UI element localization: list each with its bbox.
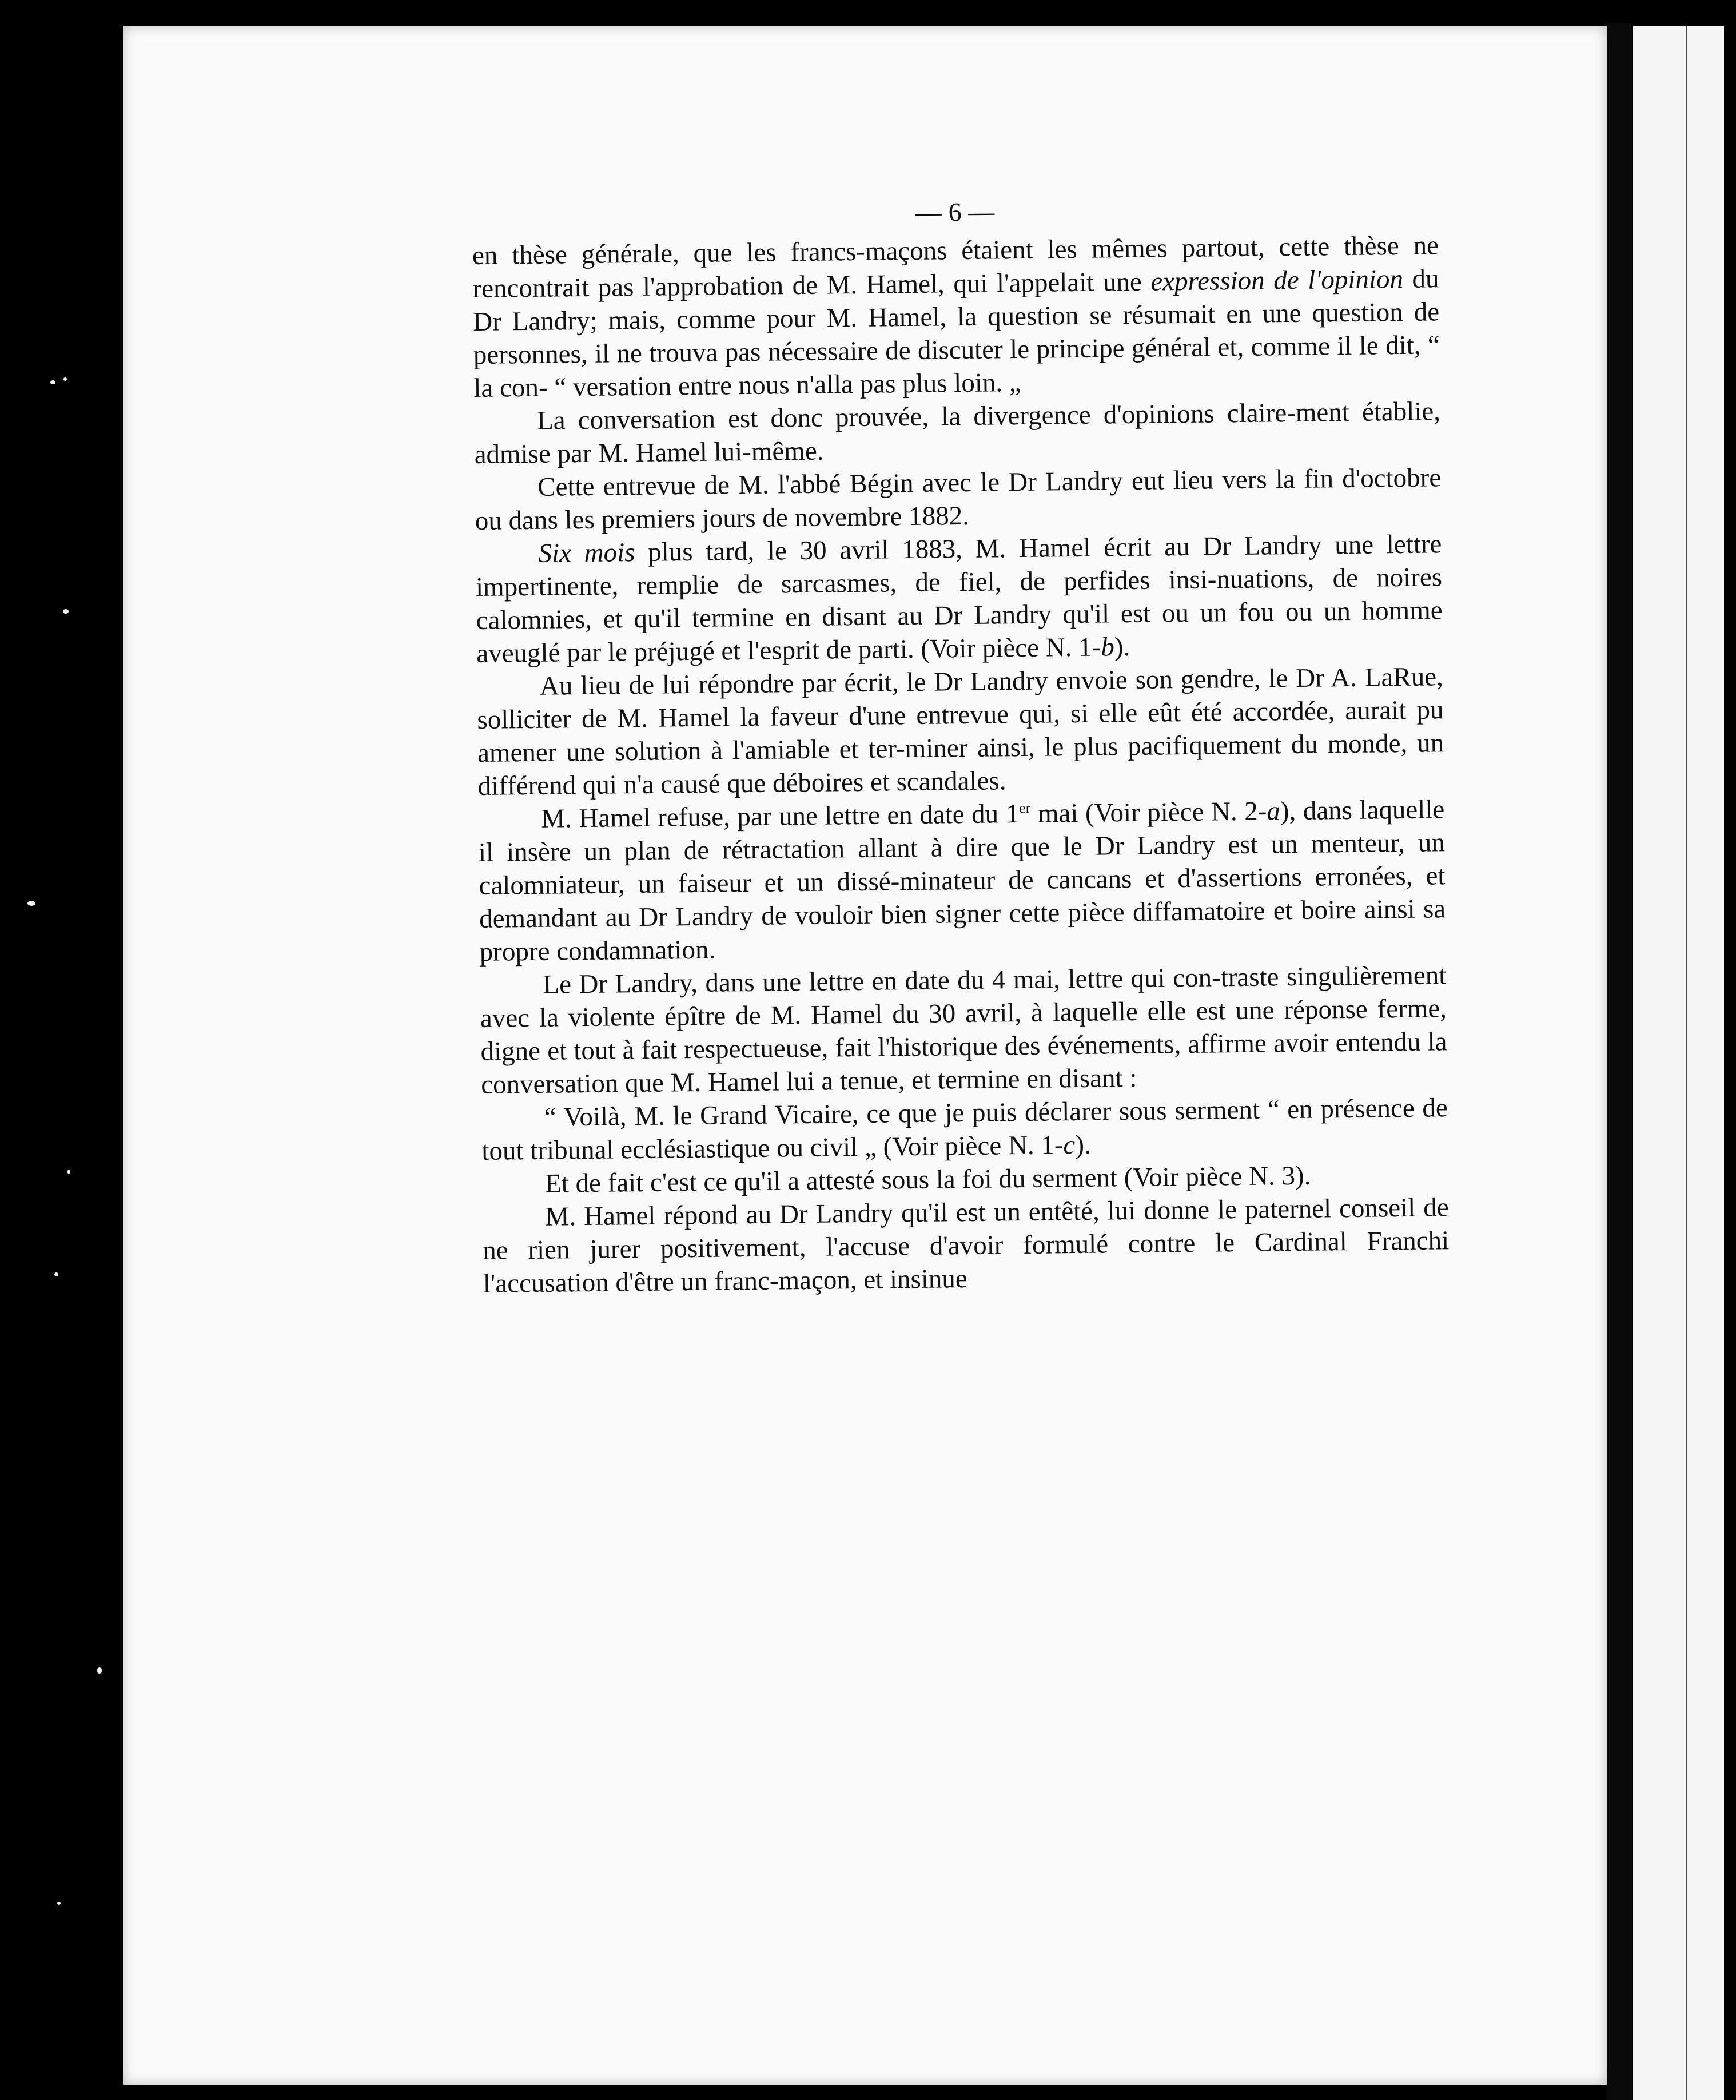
paragraph-p2	[474, 395, 1441, 471]
paragraph-p10	[482, 1191, 1450, 1300]
text-run: er	[1018, 800, 1031, 817]
text-run: M. Hamel refuse, par une lettre en date du 1	[541, 799, 1020, 834]
scan-speck	[27, 901, 35, 906]
scan-speck	[63, 609, 69, 614]
text-run: “ Voilà, M. le Grand Vicaire, ce que je puis déclarer sous serment “ en présence de tout tribunal ecclésiastique ou civil „ (Voir pièce N. 1-	[481, 1093, 1448, 1166]
text-run: Et de fait c'est ce qu'il a attesté sous la foi du serment (Voir pièce N. 3).	[544, 1160, 1311, 1199]
text-run: Le Dr Landry, dans une lettre en date du 4 mai, lettre qui con-traste singulièrement avec la violente épître de M. Hamel du 30 avril, à laquelle elle est une réponse ferme, digne et tout à fait respectueuse, fait l'historique des événements, affirme avoir entendu la conversation que M. Hamel lui a tenue, et termine en disant :	[480, 960, 1447, 1100]
scan-speck	[67, 1170, 70, 1174]
scan-speck	[50, 380, 55, 384]
text-run: plus tard, le 30 avril 1883, M. Hamel écrit au Dr Landry une lettre impertinente, remplie de sarcasmes, de fiel, de perfides insi-nuations, de noires calomnies, et qu'il termine en disant au Dr Landry qu'il est ou un fou ou un homme aveuglé par le préjugé et l'esprit de parti. (Voir pièce N. 1-	[475, 529, 1443, 669]
text-run: en thèse générale, que les francs-maçons étaient les mêmes partout, cette thèse ne rencontrait pas l'approbation de M. Hamel, qui l'appelait une	[472, 230, 1439, 304]
scan-speck	[97, 1667, 102, 1674]
paragraph-p6	[478, 793, 1446, 969]
paragraph-p8	[481, 1091, 1448, 1168]
scan-speck	[63, 377, 67, 381]
paragraph-p7	[480, 958, 1447, 1101]
page-number: — 6 —	[915, 197, 995, 227]
text-run: a	[1267, 796, 1281, 826]
text-run: ).	[1075, 1129, 1092, 1160]
text-run: mai (Voir pièce N. 2-	[1030, 796, 1267, 829]
paragraph-p4	[475, 527, 1443, 670]
text-run: expression de l'opinion	[1150, 264, 1404, 297]
text-run: Au lieu de lui répondre par écrit, le Dr Landry envoie son gendre, le Dr A. LaRue, solliciter de M. Hamel la faveur d'une entrevue qui, si elle eût été accordée, aurait pu amener une solution à l'amiable et ter-miner ainsi, le plus pacifiquement du monde, un différend qui n'a causé que déboires et scandales.	[477, 662, 1444, 801]
text-run: La conversation est donc prouvée, la divergence d'opinions claire-ment établie, admise par M. Hamel lui-même.	[474, 396, 1441, 470]
scan-speck	[54, 1272, 58, 1276]
paragraph-list	[472, 229, 1450, 1300]
paragraph-p3	[475, 461, 1442, 538]
scan-speck	[57, 1902, 61, 1905]
text-run: c	[1063, 1130, 1076, 1160]
facing-page-rule	[1686, 26, 1687, 2100]
text-run: Six mois	[538, 538, 635, 568]
scan-top-border	[0, 0, 1736, 27]
paragraph-p1	[472, 229, 1440, 405]
paragraph-p5	[477, 660, 1444, 803]
text-run: du Dr Landry; mais, comme pour M. Hamel, la question se résumait en une question de personnes, il ne trouva pas nécessaire de discuter le principe général et, comme il le dit, “ la con- “ versation entre nous n'alla pas plus loin. „	[472, 264, 1440, 403]
text-run: M. Hamel répond au Dr Landry qu'il est un entêté, lui donne le paternel conseil de ne rien jurer positivement, l'accuse d'avoir formulé contre le Cardinal Franchi l'accusation d'être un franc-maçon, et insinue	[482, 1192, 1450, 1299]
text-run: b	[1101, 632, 1115, 662]
text-run: Cette entrevue de M. l'abbé Bégin avec le Dr Landry eut lieu vers la fin d'octobre ou dans les premiers jours de novembre 1882.	[475, 463, 1442, 536]
text-run: ), dans laquelle il insère un plan de rétractation allant à dire que le Dr Landry est un menteur, un calomniateur, un faiseur et un dissé-minateur de cancans et d'assertions erronées, et demandant au Dr Landry de vouloir bien signer cette pièce diffamatoire et boire ainsi sa propre condamnation.	[478, 794, 1446, 967]
facing-page-edge	[1633, 26, 1724, 2100]
page-text-block	[472, 190, 1454, 1687]
text-run: ).	[1114, 631, 1130, 662]
page-gutter	[1607, 23, 1633, 2100]
